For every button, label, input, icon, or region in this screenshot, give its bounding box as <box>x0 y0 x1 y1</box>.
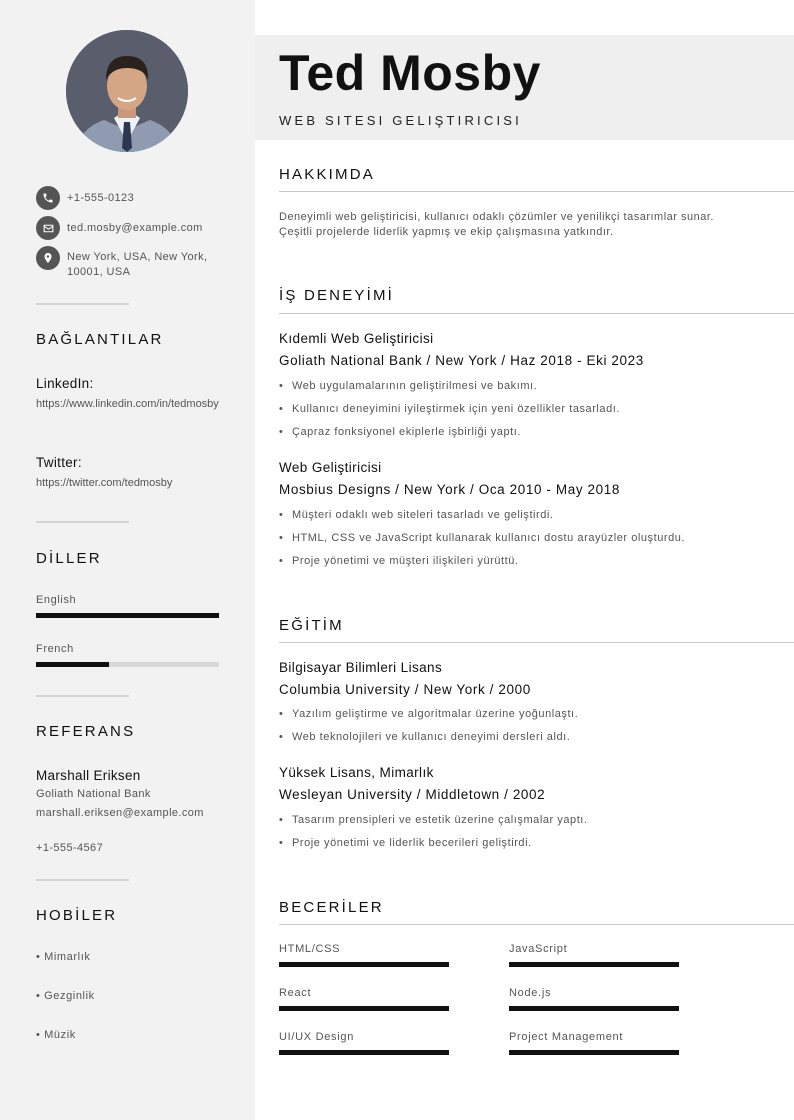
phone-icon <box>36 186 60 210</box>
reference-company: Goliath National Bank <box>36 788 151 800</box>
skill-level-fill <box>279 1050 449 1055</box>
section-rule <box>279 642 794 643</box>
reference-name: Marshall Eriksen <box>36 768 141 783</box>
degree-title: Bilgisayar Bilimleri Lisans <box>279 660 443 675</box>
job-bullet: • Kullanıcı deneyimini iyileştirmek için yeni özellikler tasarladı. <box>279 403 620 415</box>
person-name: Ted Mosby <box>279 45 541 101</box>
twitter-label: Twitter: <box>36 455 82 470</box>
degree-subtitle: Wesleyan University / Middletown / 2002 <box>279 787 546 802</box>
skill-level-bar <box>279 1050 449 1055</box>
sidebar-divider <box>36 879 129 881</box>
degree-bullet: • Proje yönetimi ve liderlik becerileri geliştirdi. <box>279 837 532 849</box>
job-bullet: • Proje yönetimi ve müşteri ilişkileri yürüttü. <box>279 555 519 567</box>
sidebar-divider <box>36 303 129 305</box>
skills-heading: BECERİLER <box>279 899 384 916</box>
skill-level-fill <box>509 1050 679 1055</box>
section-rule <box>279 313 794 314</box>
skill-level-bar <box>509 962 679 967</box>
job-role: WEB SITESI GELIŞTIRICISI <box>279 113 522 128</box>
job-bullet: • Çapraz fonksiyonel ekiplerle işbirliği yaptı. <box>279 426 521 438</box>
linkedin-label: LinkedIn: <box>36 376 94 391</box>
job-subtitle: Mosbius Designs / New York / Oca 2010 - May 2018 <box>279 482 620 497</box>
skill-level-fill <box>279 962 449 967</box>
skill-level-fill <box>509 962 679 967</box>
skill-name: UI/UX Design <box>279 1031 355 1043</box>
about-text: Deneyimli web geliştiricisi, kullanıcı odaklı çözümler ve yenilikçi tasarımlar sunar. Çeşitli projelerde liderlik yapmış ve ekip çalışmasına yatkındır. <box>279 211 714 238</box>
reference-heading: REFERANS <box>36 723 136 740</box>
profile-photo <box>66 30 188 152</box>
contact-phone <box>36 186 236 210</box>
reference-email[interactable]: marshall.eriksen@example.com <box>36 807 204 819</box>
degree-bullet: • Tasarım prensipleri ve estetik üzerine çalışmalar yaptı. <box>279 814 588 826</box>
twitter-link[interactable]: https://twitter.com/tedmosby <box>36 477 173 489</box>
degree-title: Yüksek Lisans, Mimarlık <box>279 765 434 780</box>
sidebar-divider <box>36 695 129 697</box>
job-subtitle: Goliath National Bank / New York / Haz 2018 - Eki 2023 <box>279 353 644 368</box>
job-bullet: • Web uygulamalarının geliştirilmesi ve bakımı. <box>279 380 538 392</box>
sidebar-divider <box>36 521 129 523</box>
linkedin-link[interactable]: https://www.linkedin.com/in/tedmosby <box>36 398 219 410</box>
phone-text: +1-555-0123 <box>67 192 135 204</box>
skill-level-bar <box>279 962 449 967</box>
contact-email <box>36 216 236 240</box>
about-heading: HAKKIMDA <box>279 166 375 183</box>
contact-location <box>36 246 236 280</box>
skill-name: React <box>279 987 312 999</box>
languages-heading: DİLLER <box>36 550 102 567</box>
reference-phone: +1-555-4567 <box>36 842 104 854</box>
skill-level-fill <box>279 1006 449 1011</box>
language-level-bar <box>36 662 219 667</box>
skill-level-fill <box>509 1006 679 1011</box>
section-rule <box>279 924 794 925</box>
job-bullet: • HTML, CSS ve JavaScript kullanarak kullanıcı dostu arayüzler oluşturdu. <box>279 532 686 544</box>
degree-bullet: • Yazılım geliştirme ve algoritmalar üzerine yoğunlaştı. <box>279 708 579 720</box>
skill-name: Project Management <box>509 1031 624 1043</box>
skill-name: HTML/CSS <box>279 943 341 955</box>
job-title: Kıdemli Web Geliştiricisi <box>279 331 434 346</box>
hobby-item: • Mimarlık <box>36 951 91 963</box>
language-level-bar <box>36 613 219 618</box>
hobby-item: • Müzik <box>36 1029 76 1041</box>
links-heading: BAĞLANTILAR <box>36 331 164 348</box>
skill-name: Node.js <box>509 987 552 999</box>
location-pin-icon <box>36 246 60 270</box>
skill-level-bar <box>509 1050 679 1055</box>
email-icon <box>36 216 60 240</box>
degree-subtitle: Columbia University / New York / 2000 <box>279 682 531 697</box>
education-heading: EĞİTİM <box>279 617 344 634</box>
language-name: French <box>36 643 74 655</box>
language-level-fill <box>36 662 109 667</box>
skill-name: JavaScript <box>509 943 568 955</box>
email-text: ted.mosby@example.com <box>67 222 203 234</box>
job-title: Web Geliştiricisi <box>279 460 382 475</box>
hobbies-heading: HOBİLER <box>36 907 118 924</box>
location-text: New York, USA, New York, 10001, USA <box>67 251 208 278</box>
hobby-item: • Gezginlik <box>36 990 95 1002</box>
language-name: English <box>36 594 77 606</box>
skill-level-bar <box>509 1006 679 1011</box>
section-rule <box>279 191 794 192</box>
experience-heading: İŞ DENEYİMİ <box>279 287 395 304</box>
degree-bullet: • Web teknolojileri ve kullanıcı deneyimi dersleri aldı. <box>279 731 571 743</box>
job-bullet: • Müşteri odaklı web siteleri tasarladı ve geliştirdi. <box>279 509 554 521</box>
skill-level-bar <box>279 1006 449 1011</box>
language-level-fill <box>36 613 219 618</box>
